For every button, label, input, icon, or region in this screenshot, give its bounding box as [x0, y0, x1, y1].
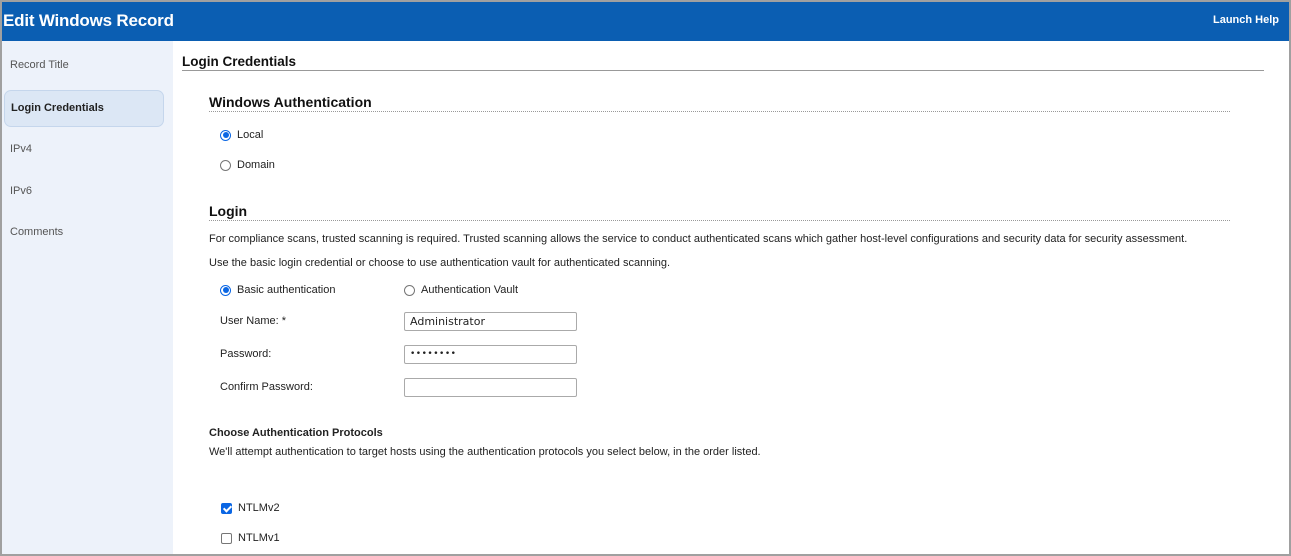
sidebar — [2, 41, 173, 554]
local-radio-label: Local — [237, 129, 264, 141]
ntlmv2-checkbox[interactable] — [221, 502, 280, 514]
confirm-password-label: Confirm Password: — [220, 381, 313, 393]
domain-radio[interactable] — [220, 159, 275, 171]
auth-protocols-description: We'll attempt authentication to target hosts using the authentication protocols you select below, in the order listed. — [209, 446, 761, 458]
section-title: Login Credentials — [182, 54, 1264, 71]
ntlmv2-label: NTLMv2 — [238, 502, 280, 514]
basic-authentication-label: Basic authentication — [237, 284, 336, 296]
username-input[interactable]: Administrator — [404, 312, 577, 331]
confirm-password-input[interactable] — [404, 378, 577, 397]
login-heading: Login — [209, 203, 1230, 221]
sidebar-item-comments[interactable]: Comments — [10, 226, 64, 238]
auth-protocols-heading: Choose Authentication Protocols — [209, 427, 383, 439]
checkbox-unchecked-icon[interactable] — [221, 533, 232, 544]
login-description-vault: Use the basic login credential or choose to use authentication vault for authenticated scanning. — [209, 257, 671, 269]
authentication-vault-label: Authentication Vault — [421, 284, 519, 296]
radio-selected-icon[interactable] — [220, 285, 231, 296]
local-radio[interactable] — [220, 129, 263, 141]
sidebar-item-record-title[interactable]: Record Title — [10, 59, 69, 71]
checkbox-checked-icon[interactable] — [221, 503, 232, 514]
authentication-vault-radio[interactable] — [404, 284, 518, 296]
main-content — [173, 41, 1289, 554]
launch-help-link[interactable]: Launch Help — [1212, 14, 1279, 26]
radio-selected-icon[interactable] — [220, 130, 231, 141]
sidebar-item-ipv6[interactable]: IPv6 — [10, 185, 33, 197]
password-input[interactable]: •••••••• — [404, 345, 577, 364]
title-bar — [2, 2, 1289, 41]
radio-unselected-icon[interactable] — [220, 160, 231, 171]
basic-authentication-radio[interactable] — [220, 284, 335, 296]
ntlmv1-label: NTLMv1 — [238, 532, 280, 544]
login-description-compliance: For compliance scans, trusted scanning is required. Trusted scanning allows the service to conduct authenticated scans which gather host-level configurations and security data for security assessment. — [209, 233, 1188, 245]
password-label: Password: — [220, 348, 272, 360]
radio-unselected-icon[interactable] — [404, 285, 415, 296]
ntlmv1-checkbox[interactable] — [221, 532, 280, 544]
username-label: User Name: * — [220, 315, 287, 327]
sidebar-item-login-credentials[interactable]: Login Credentials — [4, 90, 164, 127]
windows-authentication-heading: Windows Authentication — [209, 94, 1230, 112]
sidebar-item-ipv4[interactable]: IPv4 — [10, 143, 33, 155]
window-title: Edit Windows Record — [3, 11, 174, 30]
domain-radio-label: Domain — [237, 159, 275, 171]
